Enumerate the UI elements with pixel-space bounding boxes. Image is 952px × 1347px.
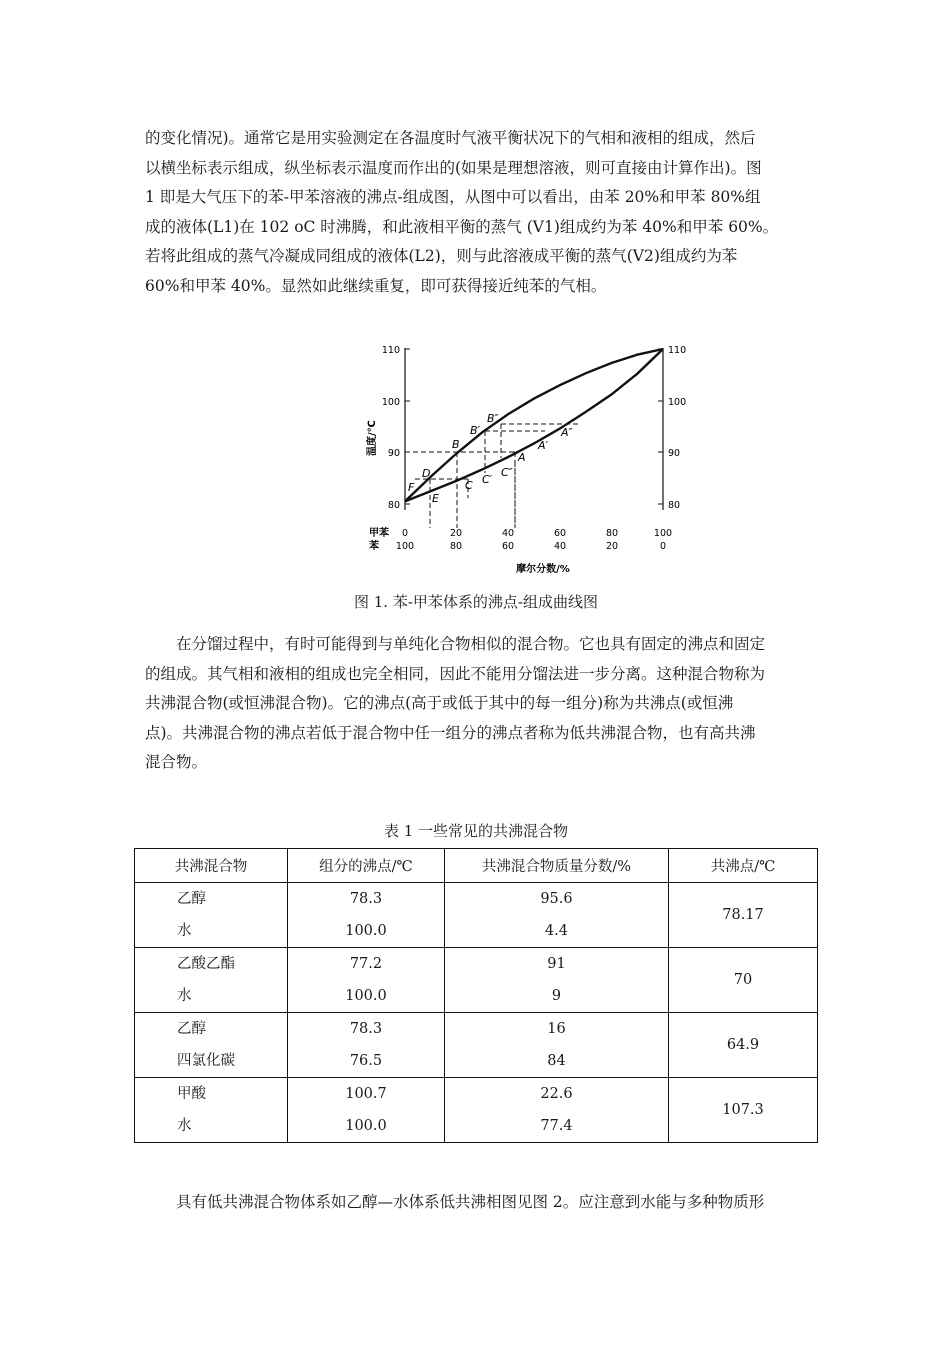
point-label-c: C — [465, 479, 473, 492]
benzene-tick: 100 — [395, 541, 415, 552]
left-tick-label: 100 — [381, 397, 400, 408]
left-ticks — [382, 345, 410, 511]
mass-fraction: 91 — [547, 956, 566, 972]
mass-fraction: 95.6 — [540, 891, 573, 907]
left-tick-label: 110 — [381, 345, 400, 356]
point-label-a2: A″ — [561, 426, 573, 439]
component-name: 甲酸 — [177, 1086, 206, 1102]
toluene-tick: 20 — [449, 528, 463, 539]
left-tick-label: 90 — [387, 448, 400, 459]
boiling-point-cell — [288, 948, 445, 1013]
column-header: 共沸点/℃ — [669, 849, 818, 883]
component-name: 水 — [177, 1118, 192, 1134]
component-bp: 78.3 — [349, 891, 383, 907]
text-line: 若将此组成的蒸气冷凝成同组成的液体(L2)，则与此溶液成平衡的蒸气(V2)组成约为苯 — [145, 247, 738, 265]
boiling-point-composition-figure — [355, 338, 695, 578]
point-label-b: B — [452, 438, 460, 451]
mixture-cell — [135, 1078, 288, 1143]
mixture-cell — [135, 883, 288, 948]
toluene-tick: 100 — [653, 528, 673, 539]
benzene-tick: 80 — [449, 541, 463, 552]
azeotrope-table — [134, 848, 818, 1143]
table-row — [135, 948, 818, 1013]
mass-fraction: 4.4 — [544, 923, 568, 939]
mass-fraction-cell — [444, 948, 668, 1013]
mass-fraction: 84 — [547, 1053, 566, 1069]
azeotrope-paragraph — [145, 630, 810, 778]
component-bp: 77.2 — [349, 956, 383, 972]
benzene-tick: 0 — [659, 541, 667, 552]
boiling-point-cell — [288, 883, 445, 948]
figure-caption: 图 1. 苯-甲苯体系的沸点-组成曲线图 — [354, 593, 598, 611]
text-line: 共沸混合物(或恒沸混合物)。它的沸点(高于或低于其中的每一组分)称为共沸点(或恒沸 — [145, 694, 734, 712]
text-line: 的组成。其气相和液相的组成也完全相同，因此不能用分馏法进一步分离。这种混合物称为 — [145, 664, 766, 683]
component-name: 乙醇 — [177, 1021, 206, 1037]
table-row — [135, 883, 818, 948]
component-name: 乙醇 — [177, 891, 206, 907]
column-header: 共沸混合物质量分数/% — [444, 849, 668, 883]
right-tick-label: 90 — [668, 448, 681, 459]
component-bp: 78.3 — [349, 1021, 383, 1037]
closing-paragraph — [145, 1188, 810, 1218]
component-bp: 100.0 — [345, 988, 387, 1004]
text-line: 以横坐标表示组成，纵坐标表示温度而作出的(如果是理想溶液，则可直接由计算作出)。图 — [145, 158, 762, 177]
left-tick-label: 80 — [387, 500, 400, 511]
text-line: 具有低共沸混合物体系如乙醇—水体系低共沸相图见图 2。应注意到水能与多种物质形 — [176, 1193, 765, 1211]
mass-fraction-cell — [444, 1013, 668, 1078]
text-line: 60%和甲苯 40%。显然如此继续重复，即可获得接近纯苯的气相。 — [145, 276, 607, 295]
right-ticks — [658, 345, 686, 511]
component-name: 水 — [177, 988, 192, 1004]
component-bp: 100.7 — [345, 1086, 387, 1102]
toluene-tick: 80 — [605, 528, 619, 539]
component-bp: 100.0 — [345, 923, 387, 939]
component-bp: 100.0 — [345, 1118, 387, 1134]
mixture-cell — [135, 1013, 288, 1078]
boiling-point-cell — [288, 1013, 445, 1078]
point-label-f: F — [408, 481, 415, 494]
point-label-a1: A′ — [538, 439, 549, 452]
azeotrope-bp: 78.17 — [669, 883, 818, 948]
mass-fraction: 16 — [547, 1021, 566, 1037]
table-row — [135, 1078, 818, 1143]
mass-fraction-cell — [444, 1078, 668, 1143]
point-label-d: D — [422, 467, 431, 480]
component-name: 乙酸乙酯 — [177, 956, 235, 972]
component-name: 水 — [177, 923, 192, 939]
toluene-tick: 60 — [553, 528, 567, 539]
mass-fraction: 22.6 — [540, 1086, 573, 1102]
table-caption: 表 1 一些常见的共沸混合物 — [383, 822, 569, 840]
point-label-c2: C″ — [501, 466, 513, 479]
mass-fraction-cell — [444, 883, 668, 948]
text-line: 的变化情况)。通常它是用实验测定在各温度时气液平衡状况下的气相和液相的组成，然后 — [145, 129, 756, 147]
azeotrope-bp: 107.3 — [669, 1078, 818, 1143]
component-bp: 76.5 — [349, 1053, 383, 1069]
column-header: 组分的沸点/℃ — [288, 849, 445, 883]
text-line: 1 即是大气压下的苯-甲苯溶液的沸点-组成图，从图中可以看出，由苯 20%和甲苯 80%组 — [145, 188, 761, 206]
azeotrope-bp: 70 — [669, 948, 818, 1013]
component-name: 四氯化碳 — [177, 1053, 235, 1069]
table-header-row — [135, 849, 818, 883]
column-header: 共沸混合物 — [135, 849, 288, 883]
y-axis-label: 温度/℃ — [367, 420, 378, 456]
text-line: 成的液体(L1)在 102 oC 时沸腾，和此液相平衡的蒸气 (V1)组成约为苯 40%和甲苯 60%。 — [145, 217, 779, 236]
toluene-tick: 40 — [501, 528, 515, 539]
toluene-row-label: 甲苯 — [369, 528, 389, 539]
text-line: 点)。共沸混合物的沸点若低于混合物中任一组分的沸点者称为低共沸混合物，也有高共沸 — [145, 723, 756, 742]
right-tick-label: 110 — [668, 345, 687, 356]
text-line: 混合物。 — [145, 753, 208, 771]
benzene-tick: 60 — [501, 541, 515, 552]
intro-paragraph — [145, 124, 810, 301]
point-label-c1: C′ — [482, 473, 493, 486]
mass-fraction: 77.4 — [540, 1118, 573, 1134]
benzene-scale — [396, 541, 666, 552]
toluene-tick: 0 — [401, 528, 409, 539]
mixture-cell — [135, 948, 288, 1013]
mass-fraction: 9 — [551, 988, 562, 1004]
point-label-b1: B′ — [470, 424, 481, 437]
azeotrope-bp: 64.9 — [669, 1013, 818, 1078]
boiling-point-cell — [288, 1078, 445, 1143]
right-tick-label: 80 — [668, 500, 681, 511]
benzene-tick: 40 — [553, 541, 567, 552]
x-axis-label: 摩尔分数/% — [516, 564, 570, 575]
toluene-scale — [402, 528, 672, 539]
point-label-e: E — [432, 492, 439, 505]
point-label-b2: B″ — [487, 412, 499, 425]
table-row — [135, 1013, 818, 1078]
text-line: 在分馏过程中，有时可能得到与单纯化合物相似的混合物。它也具有固定的沸点和固定 — [176, 635, 766, 653]
benzene-tick: 20 — [605, 541, 619, 552]
benzene-row-label: 苯 — [369, 541, 379, 552]
point-label-a: A — [518, 451, 526, 464]
right-tick-label: 100 — [668, 397, 687, 408]
